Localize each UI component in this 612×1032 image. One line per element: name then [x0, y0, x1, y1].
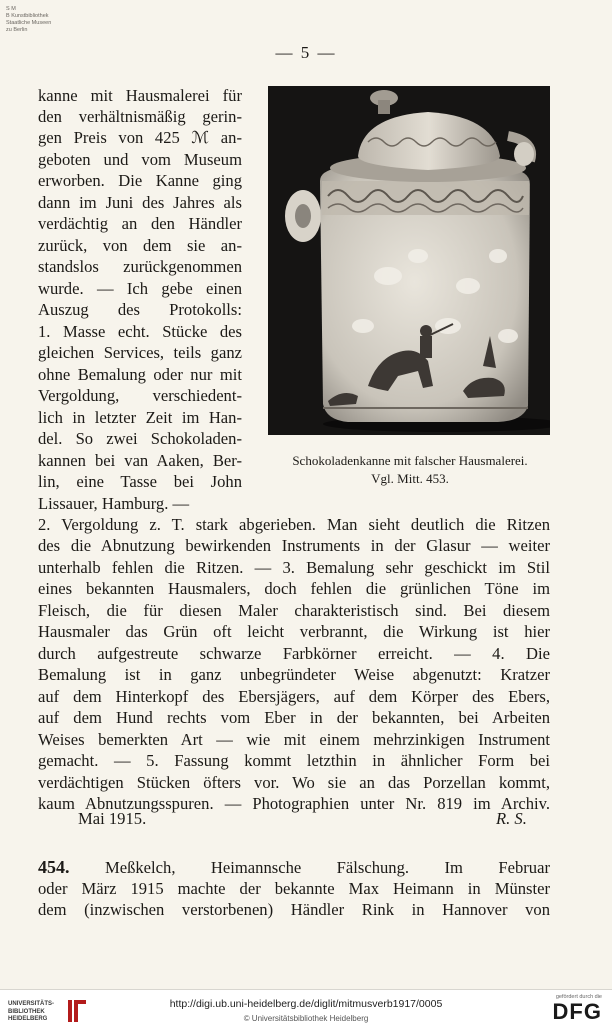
body-line: gemacht. — 5. Fassung kommt letzthin in ähnlicher Form bei	[38, 751, 550, 770]
body-line: auf dem Hund rechts vom Eber in der bekannten, bei Arbeiten	[38, 708, 550, 727]
stamp-line: zu Berlin	[6, 27, 28, 33]
dfg-funding-note: gefördert durch die	[555, 994, 602, 1000]
body-line: unterhalb fehlen die Ritzen. — 3. Bemalung sehr geschickt im Stil	[38, 558, 550, 577]
body-line: durch aufgestreute schwarze Farbkörner erreicht. — 4. Die	[38, 644, 550, 663]
body-line: den verhältnismäßig gerin-	[38, 107, 242, 126]
body-line: lin, eine Tasse bei John	[38, 472, 242, 491]
page-number: — 5 —	[275, 43, 337, 62]
body-line: zurück, von dem sie an-	[38, 236, 242, 255]
logo-line: UNIVERSITÄTS-	[8, 1001, 55, 1007]
chocolate-pot-photo	[268, 86, 550, 435]
body-line: 2. Vergoldung z. T. stark abgerieben. Man sieht deutlich die Ritzen	[38, 515, 550, 534]
stamp-line: Staatliche Museen	[6, 20, 52, 26]
body-line: erworben. Die Kanne ging	[38, 171, 242, 190]
body-line: 1. Masse echt. Stücke des	[38, 322, 242, 341]
copyright-text: © Universitätsbibliothek Heidelberg	[243, 1014, 369, 1023]
body-line: auf dem Hinterkopf des Ebersjägers, auf dem Körper des Ebers,	[38, 687, 550, 706]
body-line: oder März 1915 machte der bekannte Max Heimann in Münster	[38, 879, 550, 898]
library-stamp	[6, 6, 51, 34]
body-line: verdächtig an den Händler	[38, 214, 242, 233]
stamp-line: B Kunstbibliothek	[6, 13, 49, 19]
body-line: standslos zurückgenommen	[38, 257, 242, 276]
dfg-wordmark: DFG	[552, 999, 602, 1024]
body-line: gen Preis von 425 ℳ an-	[38, 128, 242, 147]
body-line: kannen bei van Aaken, Ber-	[38, 451, 242, 470]
signature-initials: R. S.	[496, 809, 527, 828]
body-line: Auszug des Protokolls:	[38, 300, 242, 319]
figure-caption-ref: Vgl. Mitt. 453.	[371, 471, 449, 486]
body-line: des die Abnutzung bewirkenden Instruments in der Glasur — weiter	[38, 536, 550, 555]
logo-line: HEIDELBERG	[8, 1016, 48, 1022]
chocolate-pot-illustration	[268, 86, 550, 435]
body-line: Hausmaler das Grün oft leicht verbrannt, die Wirkung ist hier	[38, 622, 550, 641]
footer-bar	[0, 989, 612, 1032]
figure-caption: Schokoladenkanne mit falscher Hausmalerei.	[292, 453, 528, 468]
body-line: geboten und vom Museum	[38, 150, 242, 169]
body-line: Vergoldung, verschiedent-	[38, 386, 242, 405]
entry-number: 454.	[38, 857, 70, 877]
body-line: gleichen Services, teils ganz	[38, 343, 242, 362]
body-line: Bemalung ist in ganz unbegründeter Weise abgenutzt: Kratzer	[38, 665, 550, 684]
body-line: kanne mit Hausmalerei für	[38, 86, 242, 105]
dfg-logo[interactable]	[526, 994, 602, 1024]
body-line: Weises bemerkten Art — wie mit einem mehrzinkigen Instrument	[38, 730, 550, 749]
body-line: Lissauer, Hamburg. —	[38, 494, 190, 513]
entry-heading-line	[38, 857, 550, 878]
stamp-line: S M	[6, 6, 16, 12]
body-line: Fleisch, die für diesen Maler charakteristisch sind. Bei diesem	[38, 601, 550, 620]
body-line: lich in letzter Zeit im Han-	[38, 408, 242, 427]
logo-line: BIBLIOTHEK	[8, 1008, 45, 1015]
permalink-url[interactable]: http://digi.ub.uni-heidelberg.de/diglit/mitmusverb1917/0005	[169, 998, 443, 1010]
body-line: dem (inzwischen verstorbenen) Händler Rink in Hannover von	[38, 900, 550, 919]
body-line: del. So zwei Schokoladen-	[38, 429, 242, 448]
entry-first-line: Meßkelch, Heimannsche Fälschung. Im Februar	[104, 858, 550, 877]
body-line: verdächtigen Stücken öfters vor. Wo sie an das Porzellan kommt,	[38, 773, 550, 792]
body-line: dann im Juni des Jahres als	[38, 193, 242, 212]
body-line: ohne Bemalung oder nur mit	[38, 365, 242, 384]
body-line: wurde. — Ich gebe einen	[38, 279, 242, 298]
signature-date: Mai 1915.	[78, 809, 147, 828]
body-line: kaum Abnutzungsspuren. — Photographien unter Nr. 819 im Archiv.	[38, 794, 550, 813]
body-line: eines bekannten Hausmalers, doch fehlen die grünlichen Töne im	[38, 579, 550, 598]
